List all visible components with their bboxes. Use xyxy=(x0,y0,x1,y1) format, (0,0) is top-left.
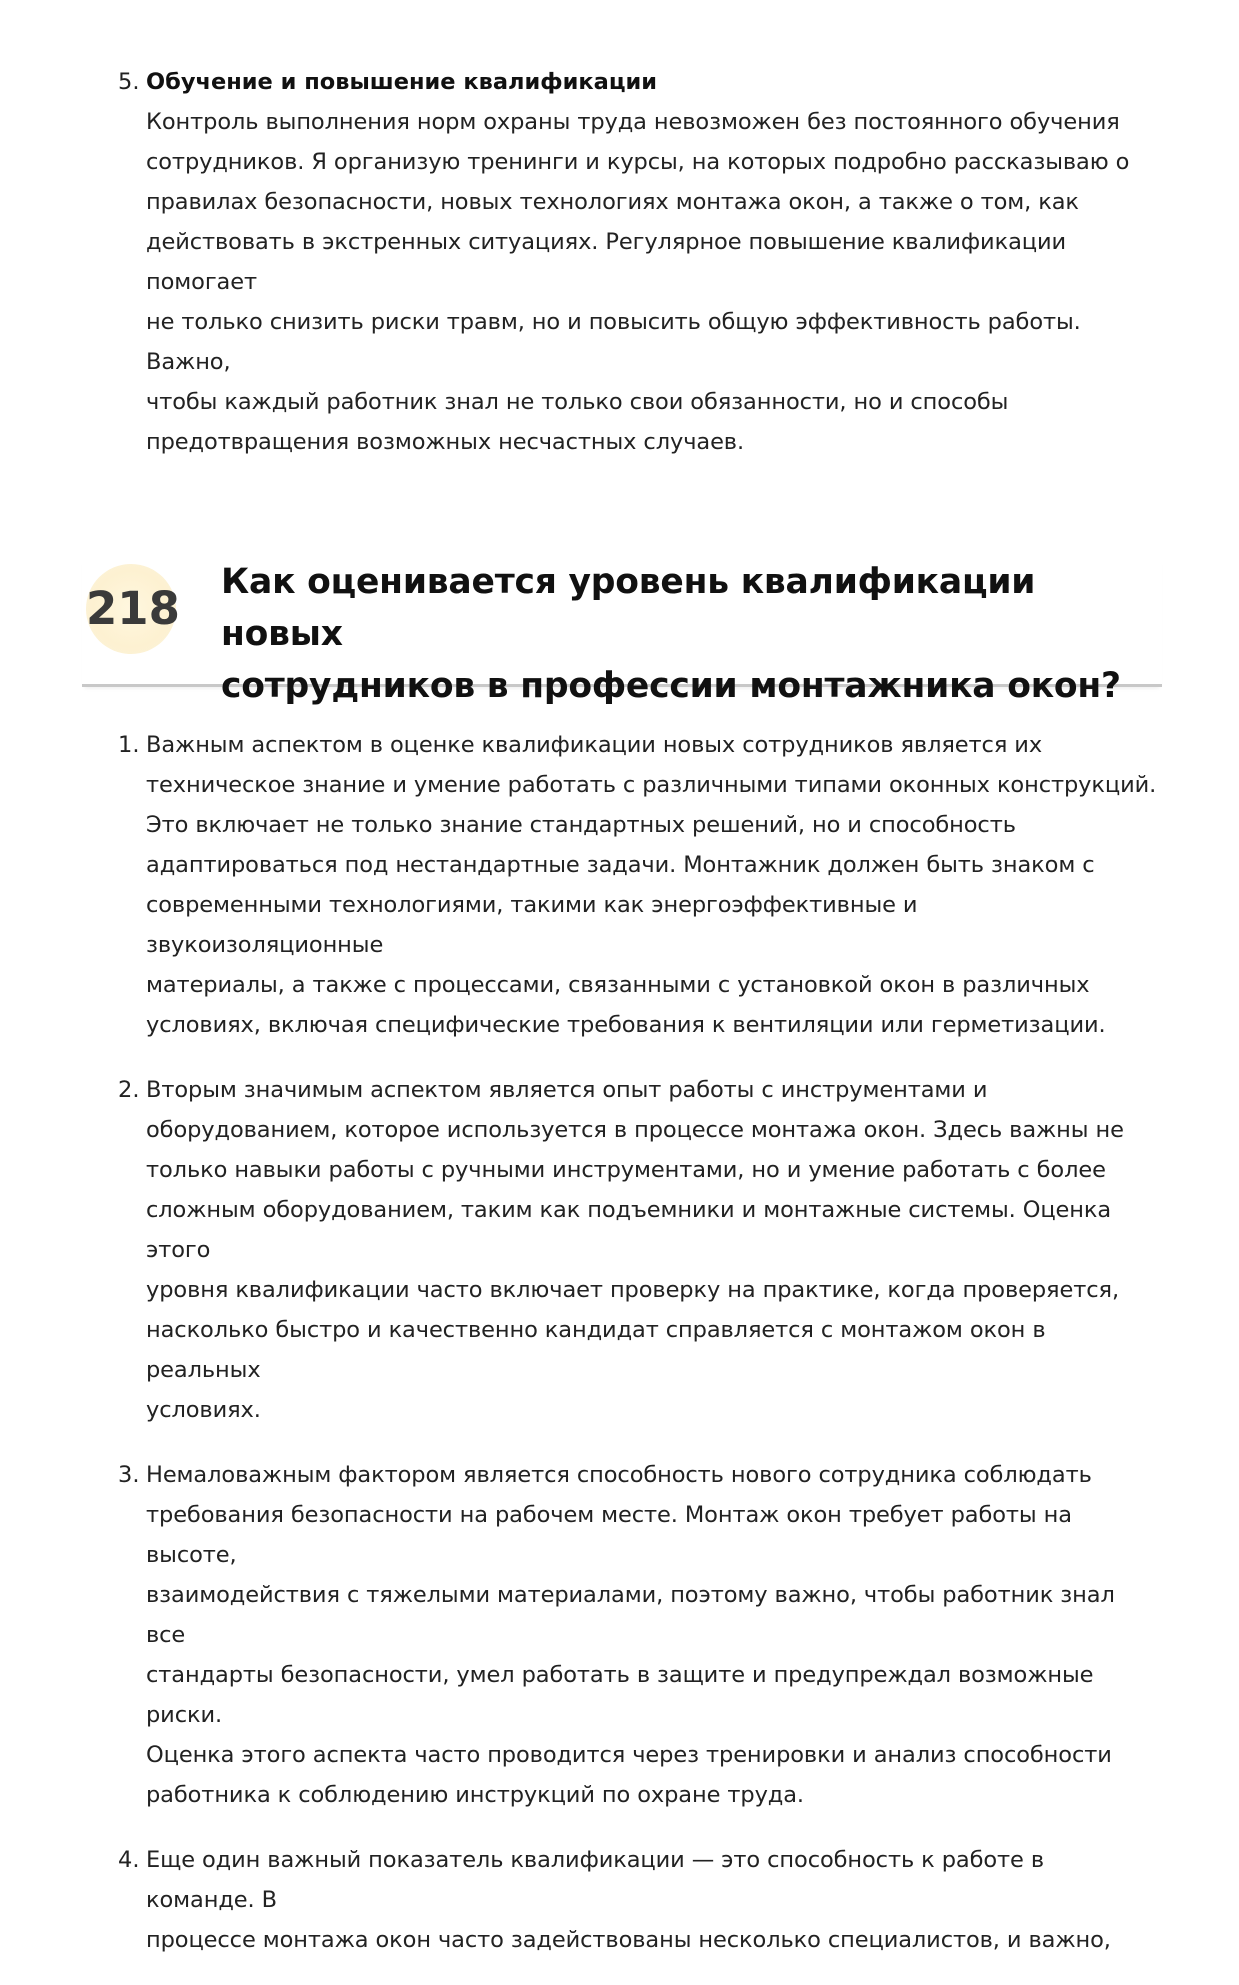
text-line: сложным оборудованием, таким как подъемники и монтажные системы. Оценка этого xyxy=(146,1197,1112,1263)
answer-list xyxy=(118,725,1158,1985)
text-line: Это включает не только знание стандартных решений, но и способность xyxy=(146,812,1016,838)
text-line: Вторым значимым аспектом является опыт работы с инструментами и xyxy=(146,1077,988,1103)
text-line: работника к соблюдению инструкций по охране труда. xyxy=(146,1782,804,1808)
text-line: сотрудников. Я организую тренинги и курсы, на которых подробно рассказываю о xyxy=(146,149,1130,175)
text-line: Важным аспектом в оценке квалификации новых сотрудников является их xyxy=(146,732,1043,758)
answer-item-4 xyxy=(118,1840,1158,1960)
question-title xyxy=(221,556,1151,712)
list-item-number: 3. xyxy=(118,1462,140,1488)
text-line: действовать в экстренных ситуациях. Регулярное повышение квалификации помогает xyxy=(146,229,1067,295)
text-line: оборудованием, которое используется в процессе монтажа окон. Здесь важны не xyxy=(146,1117,1124,1143)
list-item-title: Обучение и повышение квалификации xyxy=(146,69,658,95)
list-item-number: 4. xyxy=(118,1847,140,1873)
text-line: насколько быстро и качественно кандидат справляется с монтажом окон в реальных xyxy=(146,1317,1046,1383)
title-line: сотрудников в профессии монтажника окон? xyxy=(221,666,1121,706)
text-line: адаптироваться под нестандартные задачи. Монтажник должен быть знаком с xyxy=(146,852,1095,878)
answer-item-2 xyxy=(118,1070,1158,1430)
text-line: не только снизить риски травм, но и повысить общую эффективность работы. Важно, xyxy=(146,309,1081,375)
text-line: стандарты безопасности, умел работать в защите и предупреждал возможные риски. xyxy=(146,1662,1094,1728)
text-line: Немаловажным фактором является способность нового сотрудника соблюдать xyxy=(146,1462,1092,1488)
title-line: Как оценивается уровень квалификации новых xyxy=(221,562,1036,654)
question-number-badge: 218 xyxy=(86,564,176,654)
text-line: правилах безопасности, новых технологиях монтажа окон, а также о том, как xyxy=(146,189,1079,215)
text-line: условиях. xyxy=(146,1397,261,1423)
answer-item-1 xyxy=(118,725,1158,1045)
text-line: уровня квалификации часто включает проверку на практике, когда проверяется, xyxy=(146,1277,1119,1303)
text-line: техническое знание и умение работать с различными типами оконных конструкций. xyxy=(146,772,1157,798)
list-item-number: 2. xyxy=(118,1077,140,1103)
text-line: требования безопасности на рабочем месте. Монтаж окон требует работы на высоте, xyxy=(146,1502,1072,1568)
text-line: условиях, включая специфические требования к вентиляции или герметизации. xyxy=(146,1012,1106,1038)
list-item-text xyxy=(146,1455,1158,1815)
text-line: Контроль выполнения норм охраны труда невозможен без постоянного обучения xyxy=(146,109,1120,135)
text-line: взаимодействия с тяжелыми материалами, поэтому важно, чтобы работник знал все xyxy=(146,1582,1115,1648)
list-item-text xyxy=(146,102,1158,462)
list-item xyxy=(118,62,1158,462)
list-item-number: 1. xyxy=(118,732,140,758)
text-line: чтобы каждый работник знал не только свои обязанности, но и способы xyxy=(146,389,1009,415)
list-item-text xyxy=(146,725,1158,1045)
text-line: предотвращения возможных несчастных случаев. xyxy=(146,429,745,455)
list-item-text xyxy=(146,1840,1158,1960)
text-line: процессе монтажа окон часто задействованы несколько специалистов, и важно, xyxy=(146,1927,1111,1953)
text-line: материалы, а также с процессами, связанными с установкой окон в различных xyxy=(146,972,1090,998)
answer-item-3 xyxy=(118,1455,1158,1815)
text-line: Еще один важный показатель квалификации — это способность к работе в команде. В xyxy=(146,1847,1044,1913)
list-item-5 xyxy=(118,62,1158,462)
list-item-number: 5. xyxy=(118,69,140,95)
text-line: только навыки работы с ручными инструментами, но и умение работать с более xyxy=(146,1157,1106,1183)
text-line: современными технологиями, такими как энергоэффективные и звукоизоляционные xyxy=(146,892,918,958)
list-item-text xyxy=(146,1070,1158,1430)
text-line: Оценка этого аспекта часто проводится через тренировки и анализ способности xyxy=(146,1742,1112,1768)
question-header xyxy=(82,556,1162,706)
